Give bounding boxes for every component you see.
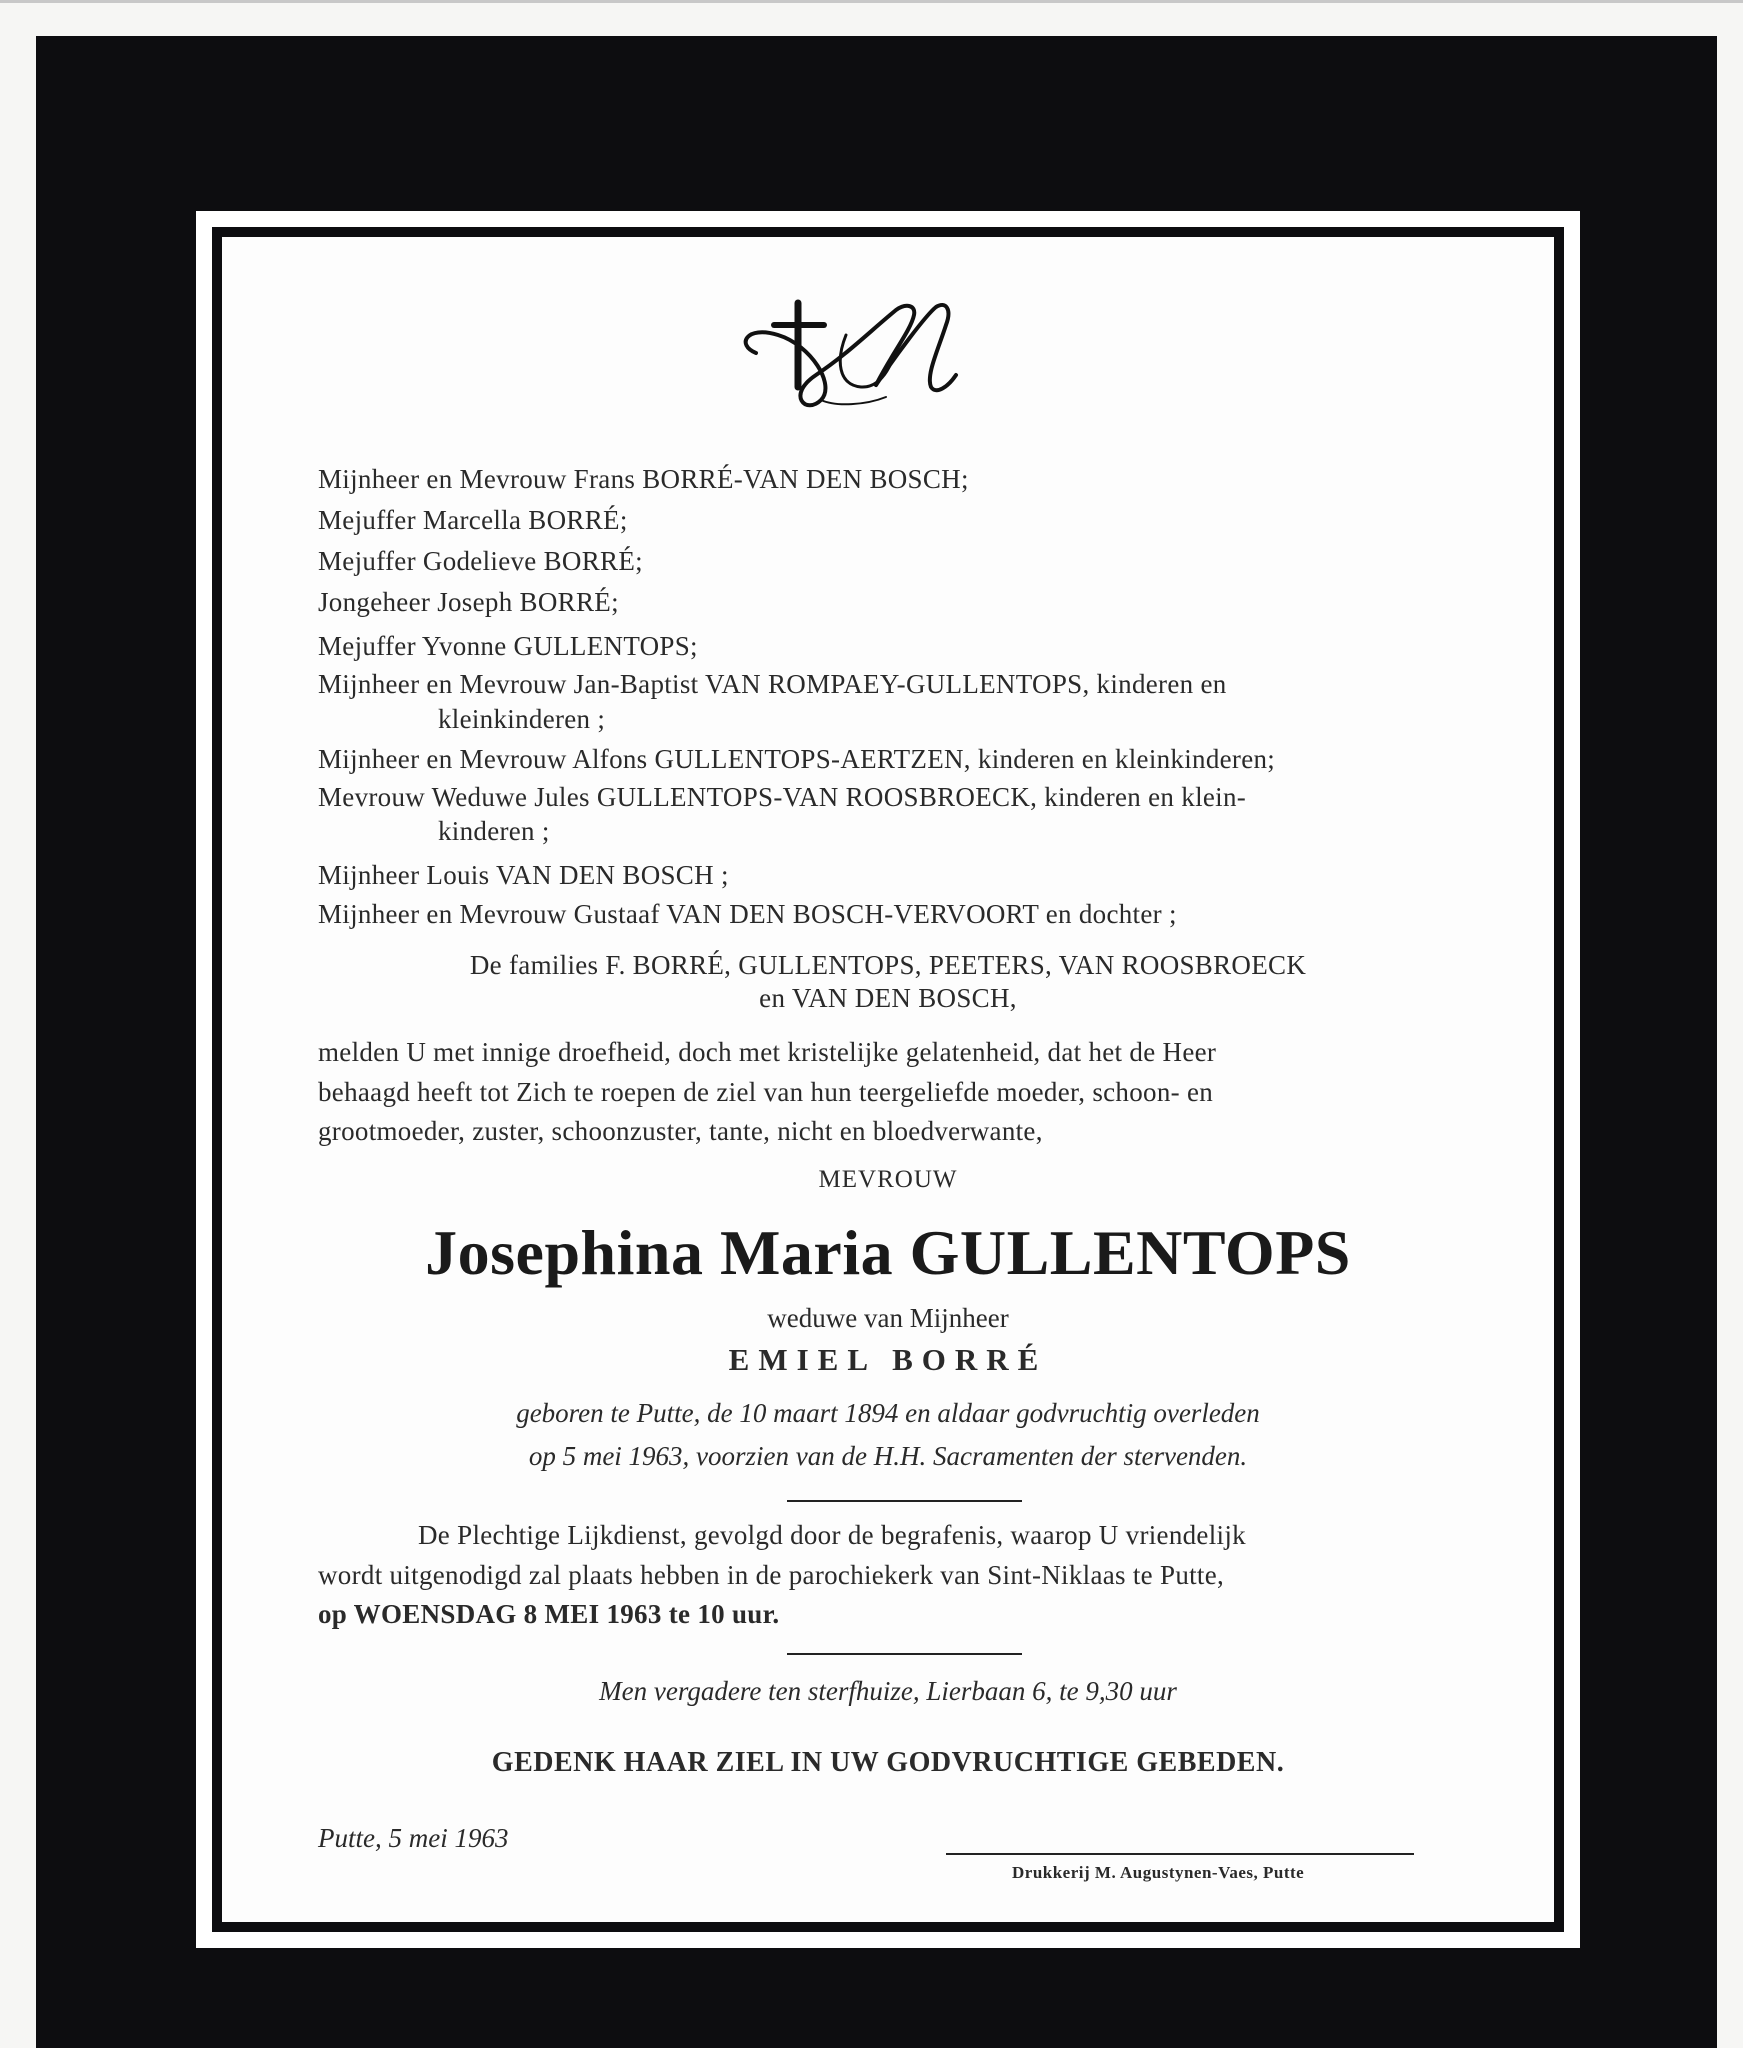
sender-line: Mijnheer en Mevrouw Gustaaf VAN DEN BOSCH-VERVOORT en dochter ;	[318, 899, 1177, 929]
divider-rule	[787, 1653, 1022, 1655]
prayer-line: GEDENK HAAR ZIEL IN UW GODVRUCHTIGE GEBEDEN.	[491, 1747, 1285, 1778]
sender-line: Mijnheer en Mevrouw Frans BORRÉ-VAN DEN BOSCH;	[318, 464, 969, 494]
birth-death-line: geboren te Putte, de 10 maart 1894 en aldaar godvruchtig overleden	[516, 1398, 1260, 1428]
service-line: De Plechtige Lijkdienst, gevolgd door de begrafenis, waarop U vriendelijk	[418, 1520, 1246, 1550]
service-date-line: op WOENSDAG 8 MEI 1963 te 10 uur.	[318, 1599, 780, 1629]
deceased-name: Josephina Maria GULLENTOPS	[425, 1217, 1351, 1288]
sender-line: Mejuffer Godelieve BORRÉ;	[318, 546, 643, 576]
husband-name: EMIEL BORRÉ	[728, 1342, 1048, 1377]
sender-line: Mijnheer Louis VAN DEN BOSCH ;	[318, 860, 729, 890]
place-date: Putte, 5 mei 1963	[318, 1823, 509, 1853]
gathering-line: Men vergadere ten sterfhuize, Lierbaan 6, te 9,30 uur	[599, 1676, 1177, 1706]
sender-line: Mijnheer en Mevrouw Alfons GULLENTOPS-AERTZEN, kinderen en kleinkinderen;	[318, 744, 1276, 774]
title-mevrouw: MEVROUW	[818, 1166, 958, 1193]
announcement-line: melden U met innige droefheid, doch met kristelijke gelatenheid, dat het de Heer	[318, 1037, 1217, 1067]
families-line: De families F. BORRÉ, GULLENTOPS, PEETERS, VAN ROOSBROECK	[469, 950, 1307, 980]
sender-line: Jongeheer Joseph BORRÉ;	[318, 587, 619, 617]
service-line: wordt uitgenodigd zal plaats hebben in de parochiekerk van Sint-Niklaas te Putte,	[318, 1560, 1225, 1590]
announcement-line: behaagd heeft tot Zich te roepen de ziel van hun teergeliefde moeder, schoon- en	[318, 1077, 1214, 1107]
divider-rule	[787, 1500, 1022, 1502]
printer-rule	[946, 1853, 1414, 1855]
sender-continuation: kinderen ;	[438, 816, 550, 846]
sender-line: Mejuffer Marcella BORRÉ;	[318, 505, 628, 535]
page-top-edge	[0, 0, 1743, 3]
cross-monogram-icon	[726, 275, 966, 425]
widow-of-line: weduwe van Mijnheer	[767, 1303, 1009, 1333]
families-line: en VAN DEN BOSCH,	[759, 983, 1017, 1013]
announcement-line: grootmoeder, zuster, schoonzuster, tante, nicht en bloedverwante,	[318, 1116, 1043, 1146]
birth-death-line: op 5 mei 1963, voorzien van de H.H. Sacramenten der stervenden.	[528, 1441, 1248, 1471]
printer-credit: Drukkerij M. Augustynen-Vaes, Putte	[1012, 1863, 1305, 1882]
sender-line: Mijnheer en Mevrouw Jan-Baptist VAN ROMPAEY-GULLENTOPS, kinderen en	[318, 669, 1227, 699]
sender-continuation: kleinkinderen ;	[438, 704, 606, 734]
sender-line: Mejuffer Yvonne GULLENTOPS;	[318, 631, 698, 661]
sender-line: Mevrouw Weduwe Jules GULLENTOPS-VAN ROOSBROECK, kinderen en klein-	[318, 782, 1247, 812]
